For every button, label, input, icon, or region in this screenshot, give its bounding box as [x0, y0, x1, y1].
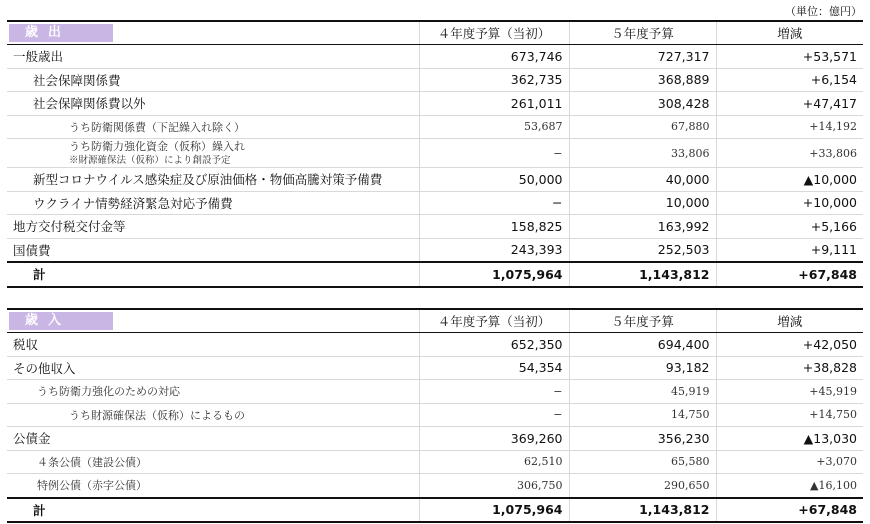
value-change: +6,154: [716, 68, 863, 92]
table-row: [7, 238, 863, 262]
table-row: [7, 403, 863, 427]
header-change: 増減: [716, 309, 863, 333]
value-change: +10,000: [716, 191, 863, 215]
value-fy5: 694,400: [569, 333, 716, 357]
value-change: +5,166: [716, 215, 863, 239]
value-fy5: 65,580: [569, 450, 716, 474]
total-fy5: 1,143,812: [569, 262, 716, 287]
value-change: +33,806: [716, 139, 863, 168]
value-fy5: 356,230: [569, 427, 716, 451]
value-fy4: 362,735: [419, 68, 569, 92]
value-fy4: 261,011: [419, 92, 569, 116]
row-label: 税収: [7, 333, 419, 357]
total-label: 計: [7, 498, 419, 523]
row-label: うち防衛力強化のための対応: [7, 380, 419, 404]
value-change: +45,919: [716, 380, 863, 404]
table-row: [7, 139, 863, 168]
value-fy4: 369,260: [419, 427, 569, 451]
revenue-header-row: [7, 309, 863, 333]
table-row: [7, 333, 863, 357]
value-fy4: −: [419, 139, 569, 168]
row-label: 社会保障関係費: [7, 68, 419, 92]
value-fy5: 45,919: [569, 380, 716, 404]
value-change: +14,750: [716, 403, 863, 427]
revenue-table: [7, 308, 863, 523]
value-change: +53,571: [716, 45, 863, 69]
value-fy5: 252,503: [569, 238, 716, 262]
row-label: うち防衛力強化資金（仮称）繰入れ: [69, 140, 245, 153]
total-change: +67,848: [716, 262, 863, 287]
header-fy4: ４年度予算（当初）: [419, 21, 569, 45]
value-fy5: 67,880: [569, 115, 716, 139]
value-fy5: 727,317: [569, 45, 716, 69]
value-fy4: −: [419, 403, 569, 427]
value-fy4: −: [419, 380, 569, 404]
value-fy4: 652,350: [419, 333, 569, 357]
table-row: [7, 92, 863, 116]
total-label: 計: [7, 262, 419, 287]
value-fy4: 673,746: [419, 45, 569, 69]
revenue-section-label: 歳入: [9, 312, 113, 330]
total-fy5: 1,143,812: [569, 498, 716, 523]
value-change: ▲16,100: [716, 474, 863, 498]
total-fy4: 1,075,964: [419, 498, 569, 523]
value-change: +47,417: [716, 92, 863, 116]
row-label: ４条公債（建設公債）: [7, 450, 419, 474]
expenditure-section-cell: [7, 21, 419, 45]
row-label: 公債金: [7, 427, 419, 451]
expenditure-section-label: 歳出: [9, 24, 113, 42]
header-fy4: ４年度予算（当初）: [419, 309, 569, 333]
value-fy5: 308,428: [569, 92, 716, 116]
value-fy5: 14,750: [569, 403, 716, 427]
value-fy5: 10,000: [569, 191, 716, 215]
value-change: +14,192: [716, 115, 863, 139]
row-label: ウクライナ情勢経済緊急対応予備費: [7, 191, 419, 215]
expenditure-table: [7, 20, 863, 288]
revenue-section-cell: [7, 309, 419, 333]
table-row: [7, 356, 863, 380]
row-label: 一般歳出: [7, 45, 419, 69]
value-fy4: 243,393: [419, 238, 569, 262]
value-fy5: 93,182: [569, 356, 716, 380]
value-fy4: 62,510: [419, 450, 569, 474]
row-label: うち財源確保法（仮称）によるもの: [7, 403, 419, 427]
value-change: +3,070: [716, 450, 863, 474]
value-change: ▲13,030: [716, 427, 863, 451]
unit-label: （単位：億円）: [785, 5, 862, 18]
total-row: [7, 262, 863, 287]
value-fy5: 368,889: [569, 68, 716, 92]
table-row: [7, 215, 863, 239]
value-fy4: −: [419, 191, 569, 215]
table-row: [7, 45, 863, 69]
table-row: [7, 427, 863, 451]
value-change: ▲10,000: [716, 168, 863, 192]
value-fy4: 158,825: [419, 215, 569, 239]
header-fy5: ５年度予算: [569, 21, 716, 45]
table-row: [7, 474, 863, 498]
value-change: +42,050: [716, 333, 863, 357]
row-label: 社会保障関係費以外: [7, 92, 419, 116]
value-fy5: 40,000: [569, 168, 716, 192]
header-change: 増減: [716, 21, 863, 45]
row-label: 新型コロナウイルス感染症及び原油価格・物価高騰対策予備費: [7, 168, 419, 192]
value-fy4: 306,750: [419, 474, 569, 498]
row-label: その他収入: [7, 356, 419, 380]
value-change: +38,828: [716, 356, 863, 380]
total-fy4: 1,075,964: [419, 262, 569, 287]
value-fy4: 50,000: [419, 168, 569, 192]
value-fy5: 33,806: [569, 139, 716, 168]
table-row: [7, 380, 863, 404]
table-row: [7, 191, 863, 215]
total-row: [7, 498, 863, 523]
row-label: 地方交付税交付金等: [7, 215, 419, 239]
value-fy4: 54,354: [419, 356, 569, 380]
value-fy4: 53,687: [419, 115, 569, 139]
table-row: [7, 168, 863, 192]
expenditure-header-row: [7, 21, 863, 45]
value-fy5: 290,650: [569, 474, 716, 498]
row-label: 国債費: [7, 238, 419, 262]
table-row: [7, 450, 863, 474]
row-label-cell: [7, 139, 419, 168]
total-change: +67,848: [716, 498, 863, 523]
table-row: [7, 115, 863, 139]
row-label: 特例公債（赤字公債）: [7, 474, 419, 498]
value-change: +9,111: [716, 238, 863, 262]
row-note: ※財源確保法（仮称）により創設予定: [69, 155, 231, 166]
table-row: [7, 68, 863, 92]
header-fy5: ５年度予算: [569, 309, 716, 333]
row-label: うち防衛関係費（下記繰入れ除く）: [7, 115, 419, 139]
value-fy5: 163,992: [569, 215, 716, 239]
